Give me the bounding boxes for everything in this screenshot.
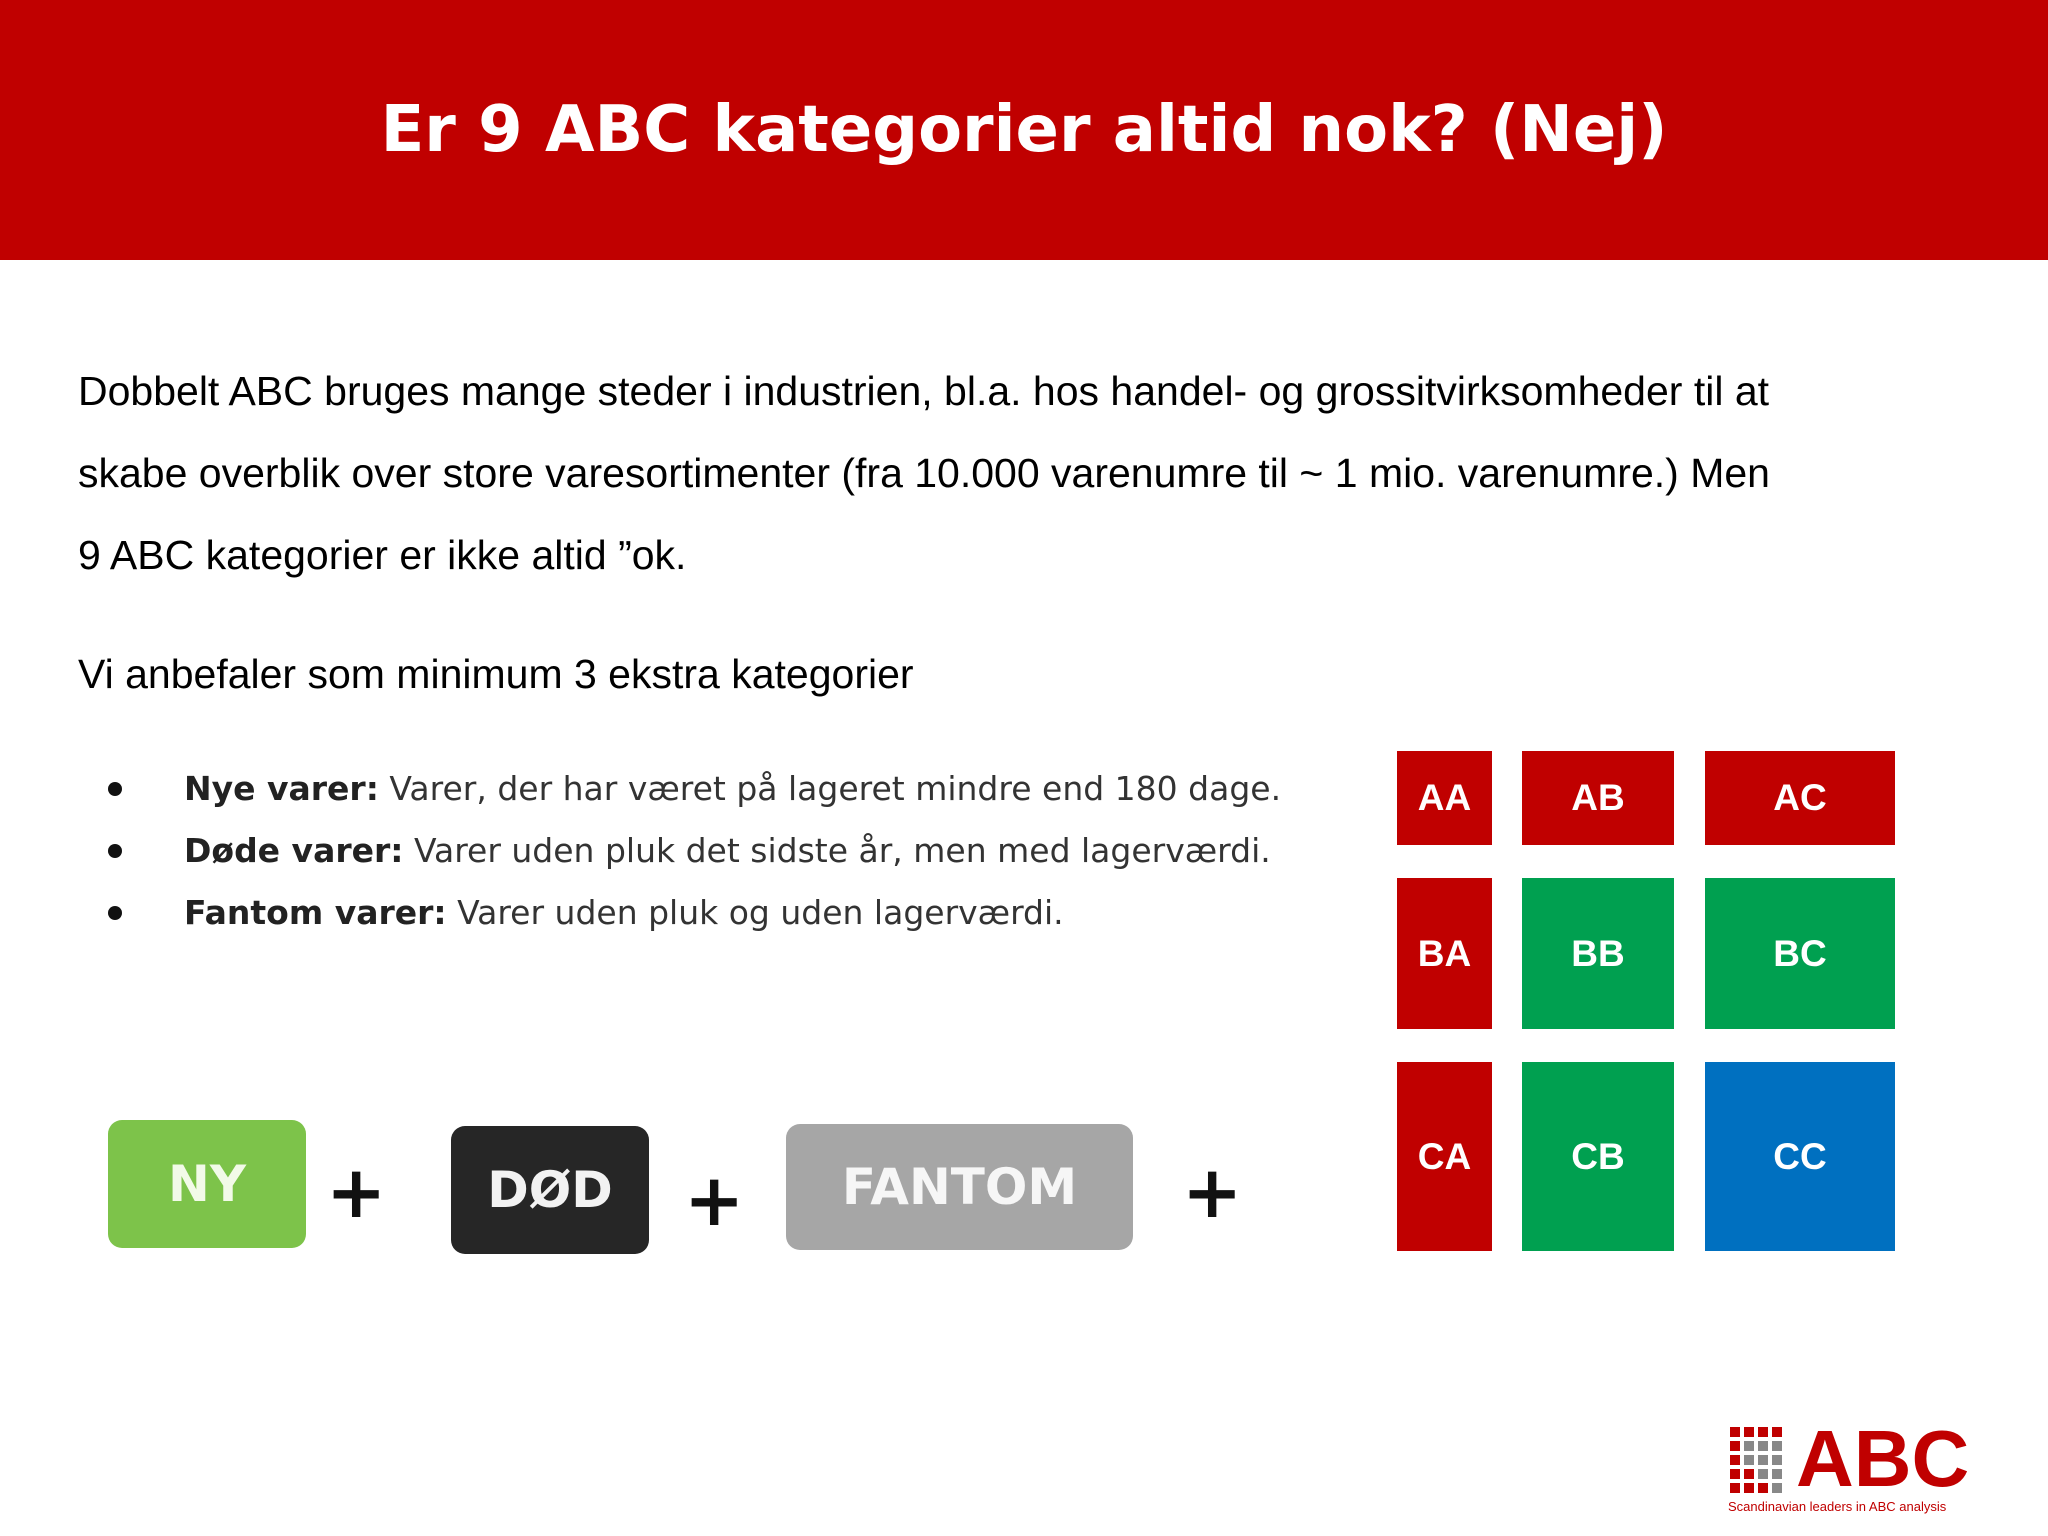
bullet-description: Varer uden pluk det sidste år, men med lagerværdi.	[403, 831, 1271, 870]
bullet-phantom-items	[100, 882, 1360, 944]
plus-sign: +	[326, 1150, 387, 1234]
matrix-cell-bc: BC	[1705, 878, 1895, 1029]
category-tag-dod: DØD	[451, 1126, 649, 1254]
bullet-description: Varer, der har været på lageret mindre end 180 dage.	[378, 769, 1282, 808]
recommendation-heading: Vi anbefaler som minimum 3 ekstra kategorier	[78, 651, 914, 697]
header-banner	[0, 0, 2048, 260]
logo-text: ABC	[1796, 1414, 1970, 1503]
intro-paragraph: Dobbelt ABC bruges mange steder i industrien, bl.a. hos handel- og grossitvirksomheder til at skabe overblik over store varesortimenter (fra 10.000 varenumre til ~ 1 mio. varenumre.) Men 9 ABC kategorier er ikke altid ”ok.	[78, 368, 1770, 578]
category-tag-ny: NY	[108, 1120, 306, 1248]
page-title: Er 9 ABC kategorier altid nok? (Nej)	[380, 93, 1668, 167]
logo-grid-icon	[1730, 1427, 1790, 1493]
plus-sign: +	[1182, 1150, 1243, 1234]
category-bullet-list	[100, 758, 1360, 944]
bullet-new-items	[100, 758, 1360, 820]
matrix-cell-cc: CC	[1705, 1062, 1895, 1251]
matrix-cell-cb: CB	[1522, 1062, 1674, 1251]
bullet-term: Fantom varer:	[184, 893, 447, 932]
bullet-description: Varer uden pluk og uden lagerværdi.	[446, 893, 1064, 932]
matrix-cell-aa: AA	[1397, 751, 1492, 845]
matrix-cell-ab: AB	[1522, 751, 1674, 845]
matrix-cell-ca: CA	[1397, 1062, 1492, 1251]
bullet-dot-icon	[108, 844, 122, 858]
bullet-term: Døde varer:	[184, 831, 404, 870]
category-tag-fantom: FANTOM	[786, 1124, 1133, 1250]
bullet-dot-icon	[108, 782, 122, 796]
bullet-term: Nye varer:	[184, 769, 379, 808]
bullet-dot-icon	[108, 906, 122, 920]
plus-sign: +	[684, 1158, 745, 1242]
matrix-cell-bb: BB	[1522, 878, 1674, 1029]
logo-tagline: Scandinavian leaders in ABC analysis	[1728, 1499, 1947, 1514]
matrix-cell-ac: AC	[1705, 751, 1895, 845]
abc-logo	[1726, 1414, 1972, 1517]
matrix-cell-ba: BA	[1397, 878, 1492, 1029]
bullet-dead-items	[100, 820, 1360, 882]
